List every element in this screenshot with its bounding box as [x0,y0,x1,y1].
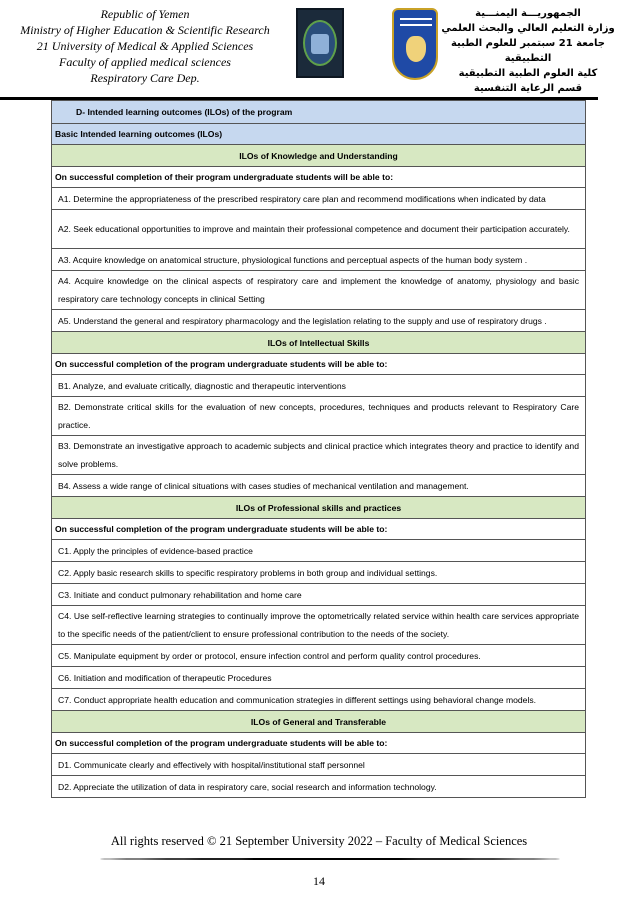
ilo-item: D1. Communicate clearly and effectively with hospital/institutional staff personnel [52,754,586,776]
ilo-item: C3. Initiate and conduct pulmonary rehabilitation and home care [52,584,586,606]
table-row [52,167,586,188]
table-row [52,124,586,145]
table-row [52,101,586,124]
ilo-item: D2. Appreciate the utilization of data in respiratory care, social research and information technology. [52,776,586,798]
table-row [52,497,586,519]
header-line: 21 University of Medical & Applied Sciences [36,39,254,53]
table-row [52,519,586,540]
header-line: قسم الرعاية التنفسية [473,83,583,94]
table-row [52,540,586,562]
table-row [52,188,586,210]
table-row [52,271,586,310]
page-number: 14 [313,874,325,888]
header-english-block [10,6,280,86]
section-heading-general: ILOs of General and Transferable [52,711,586,733]
table-row [52,397,586,436]
page-header [0,0,638,100]
table-row [52,606,586,645]
header-arabic-block [428,6,628,96]
ilo-item: C2. Apply basic research skills to specific respiratory problems in both group and individual settings. [52,562,586,584]
ilo-item: C5. Manipulate equipment by order or protocol, ensure infection control and perform quality control procedures. [52,645,586,667]
header-line: الجمهوريـــة اليمنـــية [475,8,581,19]
table-row [52,332,586,354]
ilo-item: C4. Use self-reflective learning strategies to continually improve the optometrically related service within health care services appropriate to the specific needs of the patient/client to ensure professional contribution to the needs of the society. [52,606,586,645]
table-row [52,436,586,475]
table-row [52,584,586,606]
table-row [52,711,586,733]
table-row [52,645,586,667]
header-line: كلية العلوم الطبية التطبيقية [458,68,598,79]
section-lead: On successful completion of the program undergraduate students will be able to: [52,354,586,375]
table-row [52,733,586,754]
ilo-table [51,100,586,798]
ilo-item: A1. Determine the appropriateness of the prescribed respiratory care plan and recommend modifications when indicated by data [52,188,586,210]
ilo-item: C1. Apply the principles of evidence-based practice [52,540,586,562]
ilo-item: B4. Assess a wide range of clinical situations with cases studies of mechanical ventilation and management. [52,475,586,497]
table-row [52,210,586,249]
footer-divider [100,858,560,860]
table-row [52,145,586,167]
table-row [52,754,586,776]
table-row [52,689,586,711]
university-logo-icon [296,8,344,78]
table-row [52,249,586,271]
table-row [52,475,586,497]
ilo-item: A4. Acquire knowledge on the clinical aspects of respiratory care and implement the knowledge of anatomy, physiology and basic respiratory care technology concepts in clinical Setting [52,271,586,310]
table-row [52,562,586,584]
section-heading-professional: ILOs of Professional skills and practices [52,497,586,519]
table-row [52,310,586,332]
header-line: Republic of Yemen [100,7,190,21]
section-lead: On successful completion of the program undergraduate students will be able to: [52,733,586,754]
header-line: Faculty of applied medical sciences [59,55,231,69]
ilo-item: A5. Understand the general and respiratory pharmacology and the legislation relating to the supply and use of respiratory drugs . [52,310,586,332]
table-row [52,776,586,798]
table-title: D- Intended learning outcomes (ILOs) of the program [52,101,586,124]
ilo-item: B1. Analyze, and evaluate critically, diagnostic and therapeutic interventions [52,375,586,397]
ilo-item: A2. Seek educational opportunities to improve and maintain their professional competence and document their participation accurately. [52,210,586,249]
header-line: Ministry of Higher Education & Scientific Research [20,23,270,37]
header-line: وزارة التعليم العالي والبحث العلمي [441,23,615,34]
table-row [52,667,586,689]
section-heading-knowledge: ILOs of Knowledge and Understanding [52,145,586,167]
ilo-item: B3. Demonstrate an investigative approach to academic subjects and clinical practice which integrates theory and practice to identify and solve problems. [52,436,586,475]
footer-copyright: All rights reserved © 21 September University 2022 – Faculty of Medical Sciences [110,834,528,848]
ilo-item: B2. Demonstrate critical skills for the evaluation of new concepts, procedures, techniques and products relevant to Respiratory Care practice. [52,397,586,436]
ilo-item: A3. Acquire knowledge on anatomical structure, physiological functions and perceptual aspects of the human body system . [52,249,586,271]
table-row [52,354,586,375]
table-row [52,375,586,397]
ilo-item: C6. Initiation and modification of therapeutic Procedures [52,667,586,689]
section-lead: On successful completion of their program undergraduate students will be able to: [52,167,586,188]
basic-ilos-heading: Basic Intended learning outcomes (ILOs) [52,124,586,145]
ilo-item: C7. Conduct appropriate health education and communication strategies in different settings using behavioral change models. [52,689,586,711]
section-heading-intellectual: ILOs of Intellectual Skills [52,332,586,354]
header-line: Respiratory Care Dep. [90,71,200,85]
section-lead: On successful completion of the program undergraduate students will be able to: [52,519,586,540]
header-line: جامعة 21 سبتمبر للعلوم الطبية التطبيقية [450,38,606,64]
